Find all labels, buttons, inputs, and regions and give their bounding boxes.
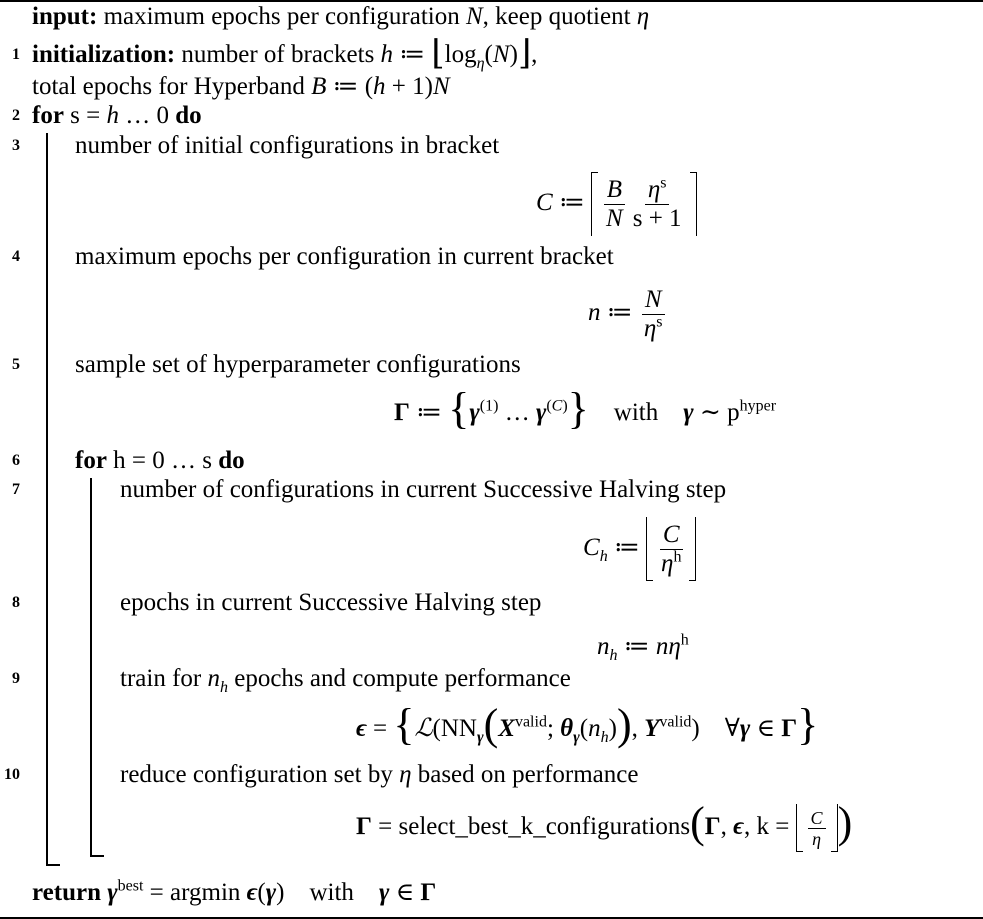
- line-number-5: 5: [12, 356, 20, 373]
- line-number-3: 3: [12, 137, 20, 154]
- formula-Ch: $C_h$ ≔ $\frac{C}{\eta^h}$: [583, 512, 696, 584]
- line-number-1: 1: [12, 46, 20, 63]
- inner-for-line: for h = 0 … s do: [75, 447, 245, 474]
- formula-select: Γ = select_best_k_configurations(Γ, ϵ, k = $\frac{C}{\eta}$ ): [356, 800, 852, 854]
- comment-line-3: number of initial configurations in bracket: [75, 132, 500, 159]
- init-total-line: total epochs for Hyperband B ≔ (h + 1)N: [32, 73, 450, 100]
- inner-loop-bar: [90, 478, 92, 856]
- comment-line-8: epochs in current Successive Halving step: [120, 589, 542, 616]
- line-number-6: 6: [12, 452, 20, 469]
- comment-line-10: reduce configuration set by η based on performance: [120, 761, 639, 788]
- comment-line-5: sample set of hyperparameter configurations: [75, 351, 521, 378]
- outer-loop-end: [46, 864, 60, 866]
- init-text: number of brackets: [181, 41, 375, 68]
- comment-line-7: number of configurations in current Successive Halving step: [120, 476, 727, 503]
- comment-line-4: maximum epochs per configuration in current bracket: [75, 243, 614, 270]
- input-text: maximum epochs per configuration: [103, 3, 460, 30]
- outer-loop-bar: [46, 133, 48, 865]
- line-number-7: 7: [12, 481, 20, 498]
- line-number-9: 9: [12, 670, 20, 687]
- inner-loop-end: [90, 855, 104, 857]
- formula-Gamma-sample: Γ ≔ {$\gamma^{(1)}$ … $\gamma^{(C)}$} with γ ∼ $p^{hyper}$: [394, 384, 777, 433]
- formula-nh: $n_h$ ≔ $n\eta^h$: [597, 631, 689, 664]
- init-line: initialization: number of brackets h ≔ $⌊\log_\eta(N)⌋$,: [32, 35, 538, 72]
- line-number-2: 2: [12, 107, 20, 124]
- formula-epsilon: $\epsilon = \{ℒ(NN_\gamma(X^{valid}$; $\theta_\gamma(n_h)$), $Y^{valid}$) ∀γ ∈ Γ}: [356, 700, 819, 749]
- outer-for-line: for s = h … 0 do: [32, 102, 202, 129]
- formula-C: C ≔ $\frac{B}{N}$ $\frac{\eta^s}{s + 1}$: [536, 168, 697, 238]
- line-number-10: 10: [4, 766, 20, 783]
- line-number-4: 4: [12, 248, 20, 265]
- comment-line-9: train for $n_h$ epochs and compute performance: [120, 665, 571, 696]
- input-label: input:: [32, 3, 98, 30]
- line-number-8: 8: [12, 594, 20, 611]
- init-total: total epochs for Hyperband: [32, 73, 305, 100]
- init-label: initialization:: [32, 41, 176, 68]
- formula-n: n ≔ $\frac{N}{\eta^s}$: [588, 278, 667, 348]
- input-keep: , keep quotient: [482, 3, 631, 30]
- input-line: input: maximum epochs per configuration N, keep quotient η: [32, 3, 650, 30]
- return-line: return $\gamma^{best} = argmin$ ϵ(γ) with γ ∈ Γ: [32, 877, 437, 906]
